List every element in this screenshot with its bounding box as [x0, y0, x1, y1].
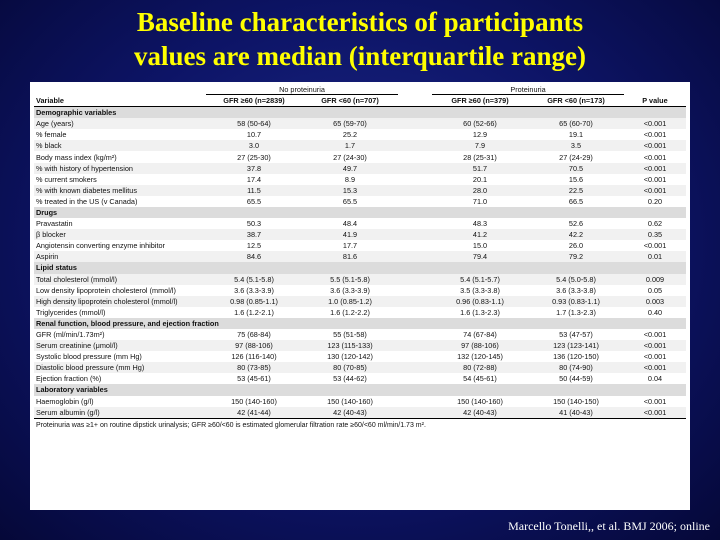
- table-cell: 19.1: [568, 130, 584, 140]
- table-cell: 53 (47-57): [559, 330, 593, 340]
- table-cell: 75 (68-84): [237, 330, 271, 340]
- table-cell: 20.1: [472, 174, 488, 184]
- table-cell: 27 (25-30): [237, 152, 271, 162]
- table-cell: 81.6: [302, 251, 398, 262]
- table-cell: 58 (50-64): [206, 118, 302, 129]
- column-header: GFR <60 (n=707): [302, 95, 398, 107]
- table-cell: 3.6 (3.3-3.8): [556, 285, 596, 295]
- section-title: Laboratory variables: [34, 384, 686, 395]
- table-cell: 3.6 (3.3-3.9): [330, 285, 370, 295]
- table-cell: 132 (120-145): [457, 352, 503, 362]
- table-cell: 5.4 (5.1-5.7): [432, 274, 528, 285]
- table-cell: 8.9: [344, 174, 356, 184]
- row-label: Serum albumin (g/l): [34, 407, 206, 419]
- slide-title-line-2: values are median (interquartile range): [134, 41, 586, 71]
- p-value-cell: 0.003: [624, 296, 686, 307]
- table-cell: 12.9: [472, 130, 488, 140]
- table-cell: 60 (52-66): [432, 118, 528, 129]
- table-cell: 150 (140-160): [231, 396, 277, 406]
- table-cell: 66.5: [568, 196, 584, 206]
- table-cell: 80 (74-90): [528, 362, 624, 373]
- p-value-cell: <0.001: [624, 185, 686, 196]
- table-cell: 37.8: [206, 163, 302, 174]
- table-cell: 17.4: [246, 174, 262, 184]
- section-header-row: [34, 384, 686, 395]
- table-cell: 70.5: [528, 163, 624, 174]
- p-value-cell: <0.001: [643, 130, 667, 140]
- table-row: [34, 151, 686, 162]
- footnote: Proteinuria was ≥1+ on routine dipstick urinalysis; GFR ≥60/<60 is estimated glomerular filtration rate ≥60/<60 ml/min/1.73 m².: [34, 418, 686, 431]
- table-row: [34, 296, 686, 307]
- table-cell: 5.4 (5.0-5.8): [528, 274, 624, 285]
- p-value-cell: 0.40: [647, 307, 663, 317]
- table-cell: 41.9: [302, 229, 398, 240]
- row-label: High density lipoprotein cholesterol (mmol/l): [34, 296, 206, 307]
- table-cell: 97 (88-106): [432, 340, 528, 351]
- table-cell: 126 (116-140): [231, 352, 277, 362]
- spacer-cell: [398, 129, 432, 140]
- table-cell: 65.5: [246, 196, 262, 206]
- spacer-cell: [398, 340, 432, 351]
- table-row: [34, 373, 686, 384]
- table-cell: 74 (67-84): [463, 330, 497, 340]
- table-cell: 1.6 (1.2-2.1): [234, 307, 274, 317]
- table-cell: 1.7 (1.3-2.3): [556, 307, 596, 317]
- p-value-cell: <0.001: [624, 140, 686, 151]
- table-cell: 41 (40-43): [528, 407, 624, 419]
- row-label: Serum creatinine (μmol/l): [34, 340, 206, 351]
- section-title: Lipid status: [34, 262, 686, 273]
- spacer-cell: [398, 140, 432, 151]
- row-label: % current smokers: [36, 174, 97, 184]
- table-cell: 0.96 (0.83-1.1): [432, 296, 528, 307]
- p-value-cell: <0.001: [643, 241, 667, 251]
- table-cell: 7.9: [432, 140, 528, 151]
- table-cell: 27 (24-30): [333, 152, 367, 162]
- table-cell: 15.6: [568, 174, 584, 184]
- p-value-cell: 0.20: [647, 196, 663, 206]
- p-value-cell: 0.35: [624, 229, 686, 240]
- row-label: Total cholesterol (mmol/l): [34, 274, 206, 285]
- p-value-cell: <0.001: [624, 407, 686, 419]
- row-label: % with known diabetes mellitus: [34, 185, 206, 196]
- table-cell: 80 (72-88): [432, 362, 528, 373]
- table-cell: 71.0: [472, 196, 488, 206]
- table-cell: 52.6: [568, 219, 584, 229]
- spacer-cell: [398, 185, 432, 196]
- table-cell: 49.7: [302, 163, 398, 174]
- section-title: Renal function, blood pressure, and ejection fraction: [34, 318, 686, 329]
- table-cell: 130 (120-142): [327, 352, 373, 362]
- column-header: GFR <60 (n=173): [528, 95, 624, 107]
- table-cell: 84.6: [206, 251, 302, 262]
- spacer-cell: [398, 240, 432, 251]
- p-value-cell: 0.009: [624, 274, 686, 285]
- table-row: [34, 251, 686, 262]
- group-header-proteinuria: Proteinuria: [432, 84, 624, 95]
- column-header: GFR ≥60 (n=2839): [206, 95, 302, 107]
- table-cell: 1.7: [302, 140, 398, 151]
- table-cell: 48.3: [472, 219, 488, 229]
- table-cell: 150 (140-150): [553, 396, 599, 406]
- table-cell: 65 (59-70): [302, 118, 398, 129]
- table-row: [34, 140, 686, 151]
- section-title: Demographic variables: [34, 107, 686, 119]
- table-row: [34, 351, 686, 362]
- section-header-row: [34, 207, 686, 218]
- p-value-cell: <0.001: [643, 152, 667, 162]
- column-header-p-value: P value: [624, 95, 686, 107]
- row-label: Body mass index (kg/m²): [36, 152, 117, 162]
- spacer-cell: [398, 218, 432, 229]
- table-cell: 12.5: [246, 241, 262, 251]
- table-cell: 26.0: [568, 241, 584, 251]
- row-label: Pravastatin: [36, 219, 73, 229]
- p-value-cell: <0.001: [643, 352, 667, 362]
- baseline-table: [34, 84, 686, 431]
- table-row: [34, 240, 686, 251]
- table-cell: 79.4: [432, 251, 528, 262]
- column-header-variable: Variable: [34, 95, 206, 107]
- spacer-cell: [398, 407, 432, 419]
- section-title: Drugs: [34, 207, 686, 218]
- table-cell: 48.4: [342, 219, 358, 229]
- table-row: [34, 362, 686, 373]
- table-cell: 123 (115-133): [302, 340, 398, 351]
- p-value-cell: 0.62: [647, 219, 663, 229]
- table-cell: 53 (45-61): [237, 374, 271, 384]
- spacer-cell: [398, 373, 432, 384]
- section-header-row: [34, 262, 686, 273]
- p-value-cell: <0.001: [643, 396, 667, 406]
- group-header-no-proteinuria: No proteinuria: [206, 84, 398, 95]
- table-cell: 50.3: [246, 219, 262, 229]
- slide-title-line-1: Baseline characteristics of participants: [136, 7, 584, 37]
- spacer-cell: [398, 229, 432, 240]
- row-label: % black: [34, 140, 206, 151]
- table-cell: 15.0: [472, 241, 488, 251]
- spacer-cell: [398, 362, 432, 373]
- table-cell: 150 (140-160): [457, 396, 503, 406]
- row-label: β blocker: [34, 229, 206, 240]
- table-cell: 0.93 (0.83-1.1): [528, 296, 624, 307]
- table-cell: 65 (60-70): [528, 118, 624, 129]
- table-row: [34, 185, 686, 196]
- table-cell: 150 (140-160): [327, 396, 373, 406]
- spacer-cell: [398, 396, 432, 407]
- p-value-cell: 0.01: [624, 251, 686, 262]
- p-value-cell: <0.001: [624, 340, 686, 351]
- table-cell: 123 (123-141): [528, 340, 624, 351]
- table-cell: 42.2: [528, 229, 624, 240]
- table-cell: 42 (40-43): [302, 407, 398, 419]
- p-value-cell: <0.001: [643, 330, 667, 340]
- spacer-cell: [398, 251, 432, 262]
- table-row: [34, 274, 686, 285]
- row-label: Triglycerides (mmol/l): [36, 307, 106, 317]
- spacer-cell: [398, 118, 432, 129]
- table-row: [34, 229, 686, 240]
- row-label: Aspirin: [34, 251, 206, 262]
- table-cell: 80 (70-85): [302, 362, 398, 373]
- table-row: [34, 285, 686, 296]
- table-cell: 55 (51-58): [333, 330, 367, 340]
- row-label: Haemoglobin (g/l): [36, 396, 94, 406]
- table-row: [34, 163, 686, 174]
- row-label: Angiotensin converting enzyme inhibitor: [36, 241, 165, 251]
- table-cell: 1.6 (1.2-2.2): [330, 307, 370, 317]
- table-cell: 3.5 (3.3-3.8): [460, 285, 500, 295]
- table-cell: 28 (25-31): [463, 152, 497, 162]
- footnote-row: [34, 418, 686, 431]
- table-cell: 80 (73-85): [206, 362, 302, 373]
- row-label: GFR (ml/min/1.73m²): [36, 330, 105, 340]
- table-cell: 15.3: [302, 185, 398, 196]
- table-cell: 0.98 (0.85-1.1): [206, 296, 302, 307]
- table-cell: 97 (88-106): [206, 340, 302, 351]
- table-cell: 50 (44-59): [559, 374, 593, 384]
- column-header: GFR ≥60 (n=379): [432, 95, 528, 107]
- table-row: [34, 307, 686, 318]
- row-label: % female: [36, 130, 67, 140]
- table-cell: 54 (45-61): [463, 374, 497, 384]
- table-row: [34, 196, 686, 207]
- column-header-row: [34, 95, 686, 107]
- row-label: Low density lipoprotein cholesterol (mmol/l): [36, 285, 176, 295]
- section-header-row: [34, 107, 686, 119]
- table-cell: 42 (40-43): [432, 407, 528, 419]
- table-row: [34, 329, 686, 340]
- table-cell: 42 (41-44): [206, 407, 302, 419]
- p-value-cell: <0.001: [624, 163, 686, 174]
- section-header-row: [34, 318, 686, 329]
- table-cell: 38.7: [206, 229, 302, 240]
- row-label: % with history of hypertension: [34, 163, 206, 174]
- spacer-cell: [398, 329, 432, 340]
- table-cell: 3.6 (3.3-3.9): [234, 285, 274, 295]
- group-header-row: [34, 84, 686, 95]
- table-cell: 25.2: [342, 130, 358, 140]
- table-cell: 22.5: [528, 185, 624, 196]
- table-row: [34, 340, 686, 351]
- row-label: Ejection fraction (%): [36, 374, 102, 384]
- spacer-cell: [398, 196, 432, 207]
- spacer-cell: [398, 274, 432, 285]
- table-cell: 27 (24-29): [559, 152, 593, 162]
- table-cell: 41.2: [432, 229, 528, 240]
- table-row: [34, 396, 686, 407]
- table-cell: 28.0: [432, 185, 528, 196]
- table-cell: 11.5: [206, 185, 302, 196]
- table-cell: 51.7: [432, 163, 528, 174]
- table-cell: 65.5: [342, 196, 358, 206]
- spacer-cell: [398, 351, 432, 362]
- p-value-cell: 0.05: [647, 285, 663, 295]
- table-body: [34, 107, 686, 419]
- p-value-cell: <0.001: [643, 174, 667, 184]
- spacer-cell: [398, 285, 432, 296]
- table-cell: 3.0: [206, 140, 302, 151]
- citation-credit: Marcello Tonelli,, et al. BMJ 2006; online: [508, 519, 710, 533]
- table-cell: 5.5 (5.1-5.8): [302, 274, 398, 285]
- row-label: Diastolic blood pressure (mm Hg): [34, 362, 206, 373]
- table-cell: 1.0 (0.85-1.2): [302, 296, 398, 307]
- table-cell: 5.4 (5.1-5.8): [206, 274, 302, 285]
- p-value-cell: <0.001: [624, 362, 686, 373]
- table-row: [34, 407, 686, 419]
- spacer-cell: [398, 174, 432, 185]
- spacer-cell: [398, 163, 432, 174]
- row-label: Age (years): [34, 118, 206, 129]
- table-cell: 3.5: [528, 140, 624, 151]
- table-cell: 10.7: [246, 130, 262, 140]
- spacer-cell: [398, 307, 432, 318]
- spacer-cell: [398, 296, 432, 307]
- table-cell: 136 (120-150): [553, 352, 599, 362]
- spacer-cell: [398, 151, 432, 162]
- table-cell: 79.2: [528, 251, 624, 262]
- table-cell: 17.7: [342, 241, 358, 251]
- row-label: Systolic blood pressure (mm Hg): [36, 352, 142, 362]
- table-panel: [30, 82, 690, 510]
- p-value-cell: 0.04: [647, 374, 663, 384]
- table-row: [34, 174, 686, 185]
- table-cell: 53 (44-62): [333, 374, 367, 384]
- p-value-cell: <0.001: [624, 118, 686, 129]
- row-label: % treated in the US (v Canada): [36, 196, 138, 206]
- table-row: [34, 218, 686, 229]
- table-cell: 1.6 (1.3-2.3): [460, 307, 500, 317]
- table-row: [34, 118, 686, 129]
- table-row: [34, 129, 686, 140]
